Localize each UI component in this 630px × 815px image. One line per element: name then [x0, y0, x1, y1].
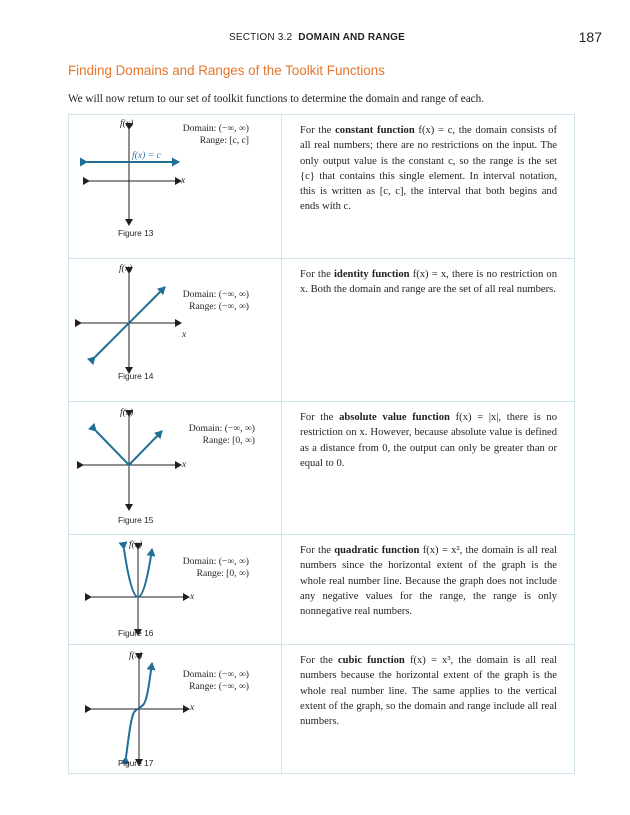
curve-label: f(x) = c — [132, 150, 161, 161]
description — [300, 410, 557, 471]
description — [300, 123, 557, 215]
figure-caption: Figure 17 — [118, 758, 154, 768]
function-name: absolute value function — [339, 412, 450, 423]
range-label: Range: [0, ∞) — [202, 435, 255, 446]
desc-body: f(x) = x³, the domain is all real numbers because the horizontal extent of the graph is the whole real number line. The same applies to the vertical extent of the graph, so the domain and range include all real numbers. — [300, 655, 557, 728]
identity-function-graph — [69, 259, 281, 402]
section-title: DOMAIN AND RANGE — [298, 32, 405, 43]
domain-range-label — [183, 556, 249, 580]
graph-cell — [69, 115, 282, 258]
range-label: Range: (−∞, ∞) — [189, 301, 249, 312]
domain-label: Domain: (−∞, ∞) — [182, 556, 249, 567]
description — [300, 267, 557, 298]
graph-cell — [69, 535, 282, 644]
desc-lead: For the — [300, 655, 338, 666]
domain-range-label — [189, 423, 255, 447]
figure-caption: Figure 13 — [118, 228, 154, 238]
absolute-value-graph — [69, 402, 281, 535]
domain-range-label — [183, 123, 249, 147]
function-name: quadratic function — [334, 545, 420, 556]
description — [300, 653, 557, 729]
page-number: 187 — [578, 29, 602, 45]
graph-cell — [69, 645, 282, 773]
domain-label: Domain: (−∞, ∞) — [188, 423, 255, 434]
desc-lead: For the — [300, 125, 336, 136]
function-name: identity function — [333, 269, 410, 280]
desc-lead: For the — [300, 545, 335, 556]
graph-cell — [69, 259, 282, 401]
x-axis-label: x — [190, 702, 195, 713]
y-axis-label: f(x) — [129, 650, 143, 661]
cubic-function-graph — [69, 645, 281, 773]
figure-caption: Figure 15 — [118, 515, 154, 525]
desc-body: f(x) = x, there is no restriction on x. Both the domain and range are the set of all real numbers. — [300, 269, 557, 296]
desc-body: f(x) = x², the domain is all real numbers since the horizontal extent of the graph is the whole real number line. Because the graph does not include any negative values for the range, the range is only nonnegative real numbers. — [300, 545, 557, 618]
figure-caption: Figure 14 — [118, 371, 154, 381]
domain-range-label — [183, 669, 249, 693]
range-label: Range: [c, c] — [199, 135, 249, 146]
intro-paragraph: We will now return to our set of toolkit functions to determine the domain and range of each. — [68, 93, 485, 105]
function-name: constant function — [335, 125, 415, 136]
graph-cell — [69, 402, 282, 534]
desc-body: f(x) = |x|, there is no restriction on x. However, because absolute value is defined as a distance from 0, the output can only be greater than or equal to 0. — [300, 412, 557, 469]
section-header — [229, 32, 405, 43]
toolkit-functions-table — [68, 114, 575, 774]
section-label: SECTION 3.2 — [228, 32, 293, 43]
desc-lead: For the — [300, 269, 334, 280]
x-axis-label: x — [182, 329, 187, 340]
domain-label: Domain: (−∞, ∞) — [182, 123, 249, 134]
section-heading: Finding Domains and Ranges of the Toolkit Functions — [68, 63, 385, 78]
function-name: cubic function — [337, 655, 405, 666]
range-label: Range: (−∞, ∞) — [189, 681, 249, 692]
table-row — [69, 402, 574, 535]
figure-caption: Figure 16 — [118, 628, 154, 638]
identity-line — [95, 287, 165, 357]
y-axis-label: f(x) — [120, 407, 134, 418]
table-row — [69, 535, 574, 645]
domain-range-label — [183, 289, 249, 313]
description — [300, 543, 557, 619]
x-axis-label: x — [182, 459, 187, 470]
constant-function-graph — [69, 115, 281, 259]
y-axis-label: f(x) — [129, 539, 143, 550]
table-row — [69, 115, 574, 259]
x-axis-label: x — [181, 175, 186, 186]
y-axis-label: f(x) — [119, 263, 133, 274]
desc-lead: For the — [300, 412, 340, 423]
domain-label: Domain: (−∞, ∞) — [182, 289, 249, 300]
quadratic-function-graph — [69, 535, 281, 645]
table-row — [69, 645, 574, 773]
y-axis-label: f(x) — [120, 118, 134, 129]
x-axis-label: x — [190, 591, 195, 602]
page-header — [0, 31, 630, 47]
table-row — [69, 259, 574, 402]
range-label: Range: [0, ∞) — [196, 568, 249, 579]
desc-body: f(x) = c, the domain consists of all real numbers; there are no restrictions on the input. The only output value is the constant c, so the range is the set {c} that contains this single element. In interval notation, this is written as [c, c], the interval that both begins and ends with c. — [300, 125, 557, 213]
domain-label: Domain: (−∞, ∞) — [182, 669, 249, 680]
